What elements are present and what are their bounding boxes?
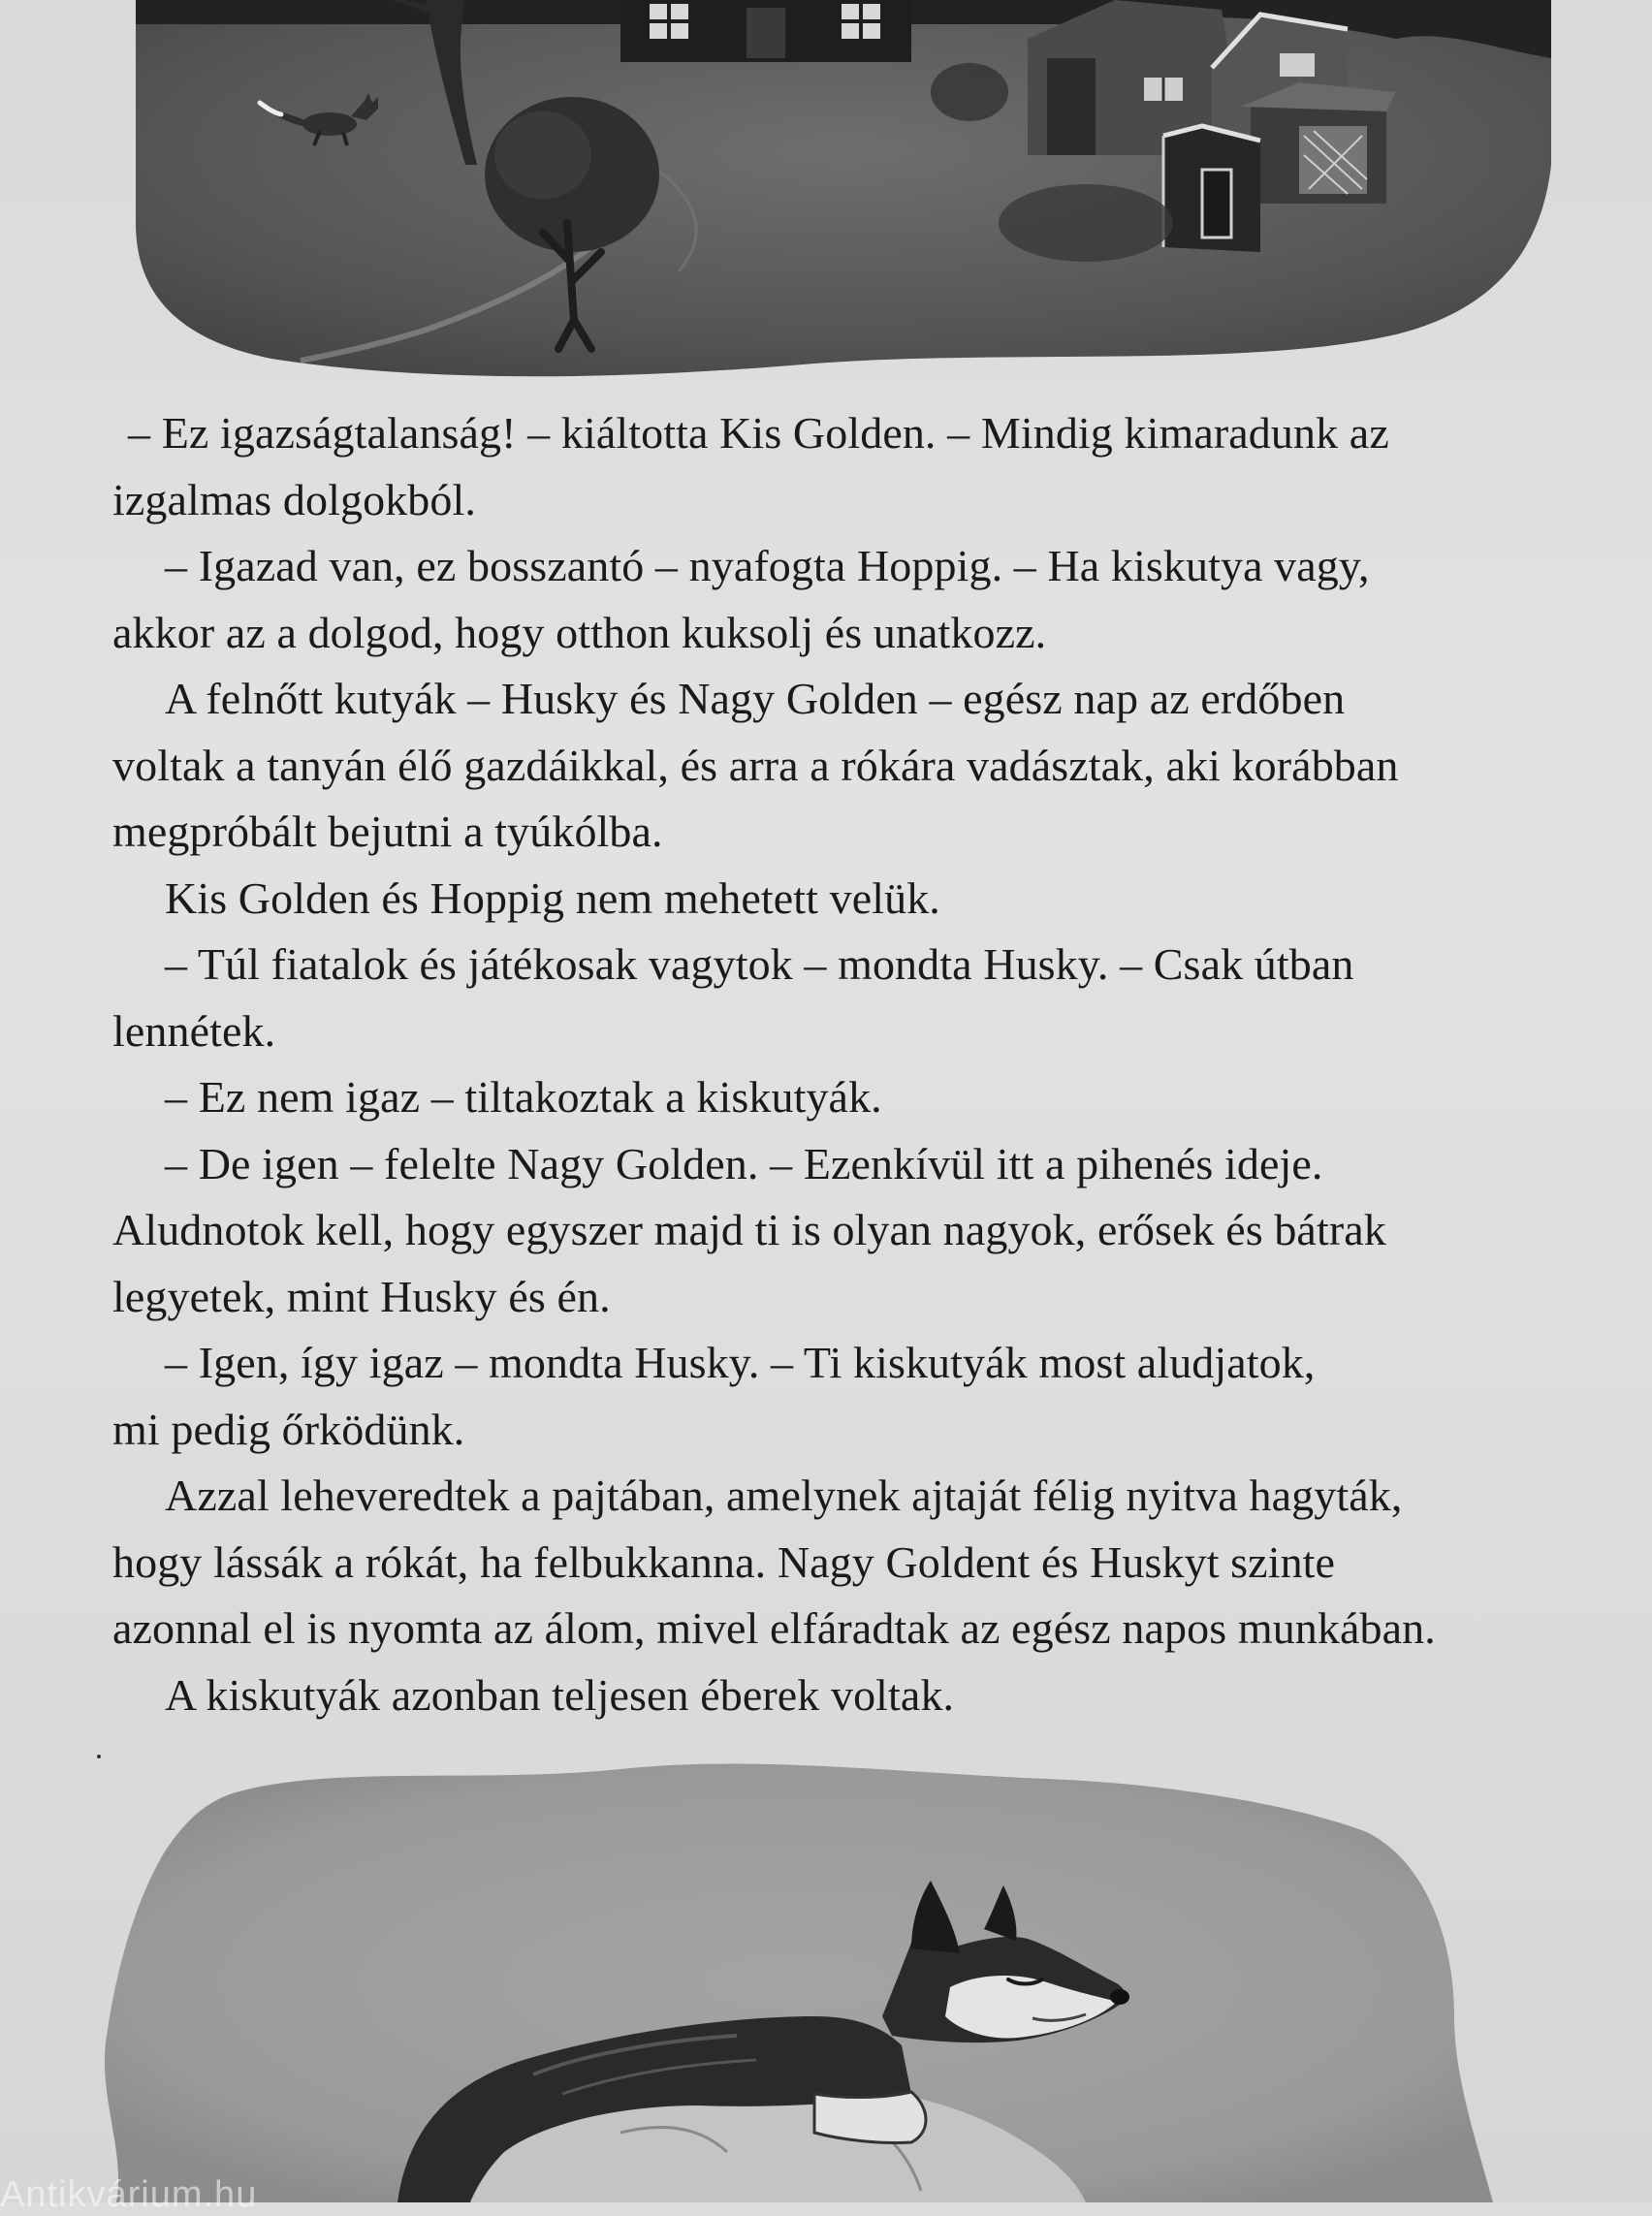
- story-line: – De igen – felelte Nagy Golden. – Ezenkívül itt a pihenés ideje.: [165, 1138, 1323, 1188]
- story-line: – Igen, így igaz – mondta Husky. – Ti kiskutyák most aludjatok,: [165, 1338, 1316, 1387]
- story-line: Kis Golden és Hoppig nem mehetett velük.: [165, 872, 940, 923]
- story-line: lennétek.: [112, 1005, 276, 1056]
- story-line: Azzal leheveredtek a pajtában, amelynek ajtaját félig nyitva hagyták,: [165, 1471, 1403, 1520]
- story-line: A kiskutyák azonban teljesen éberek voltak.: [165, 1669, 955, 1720]
- story-line: voltak a tanyán élő gazdáikkal, és arra a rókára vadásztak, aki korábban: [112, 740, 1399, 790]
- story-line: – Igazad van, ez bosszantó – nyafogta Hoppig. – Ha kiskutya vagy,: [165, 541, 1370, 590]
- sleeping-husky-illustration: [78, 1725, 1571, 2202]
- story-line: megpróbált bejutni a tyúkólba.: [112, 807, 663, 856]
- farm-illustration: [136, 0, 1551, 388]
- story-line: izgalmas dolgokból.: [112, 474, 476, 524]
- story-line: mi pedig őrködünk.: [112, 1404, 465, 1454]
- main-house: [620, 0, 911, 62]
- story-line: A felnőtt kutyák – Husky és Nagy Golden – egész nap az erdőben: [165, 674, 1346, 723]
- story-text: [112, 400, 1567, 1728]
- story-line: – Ez igazságtalanság! – kiáltotta Kis Golden. – Mindig kimaradunk az: [128, 408, 1389, 458]
- story-line: Aludnotok kell, hogy egyszer majd ti is olyan nagyok, erősek és bátrak: [112, 1205, 1386, 1254]
- story-line: hogy lássák a rókát, ha felbukkanna. Nagy Goldent és Huskyt szinte: [112, 1536, 1336, 1587]
- story-line: – Túl fiatalok és játékosak vagytok – mondta Husky. – Csak útban: [165, 939, 1354, 989]
- story-line: legyetek, mint Husky és én.: [112, 1271, 611, 1321]
- watermark: Antikvárium.hu: [0, 2174, 258, 2215]
- story-line: – Ez nem igaz – tiltakoztak a kiskutyák.: [165, 1072, 882, 1122]
- story-line: azonnal el is nyomta az álom, mivel elfáradtak az egész napos munkában.: [112, 1603, 1436, 1653]
- story-line: akkor az a dolgod, hogy otthon kuksolj és unatkozz.: [112, 607, 1047, 657]
